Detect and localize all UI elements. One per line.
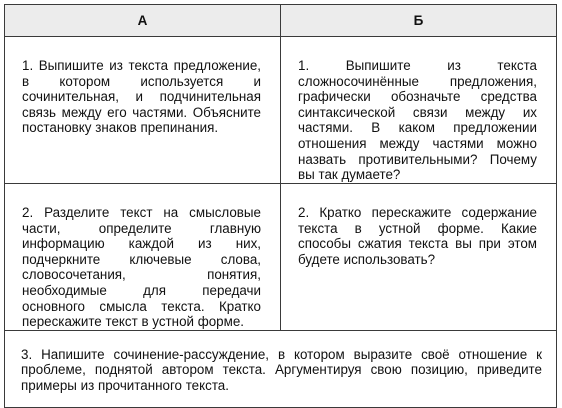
task-cell-b1 [281,37,557,184]
column-header-b: Б [281,5,557,37]
task-table [4,4,557,408]
task-cell-a1 [5,37,281,184]
table-row [5,37,557,184]
task-b1-text: 1. Выпишите из текста сложносочинённые предложения, графически обозначьте средства синтаксической связи между их частями. В каком предложении отношения между частями можно назвать противительными? Почему вы так думаете? [298,58,537,183]
header-row [5,5,557,37]
task-a1-text: 1. Выпишите из текста предложение, в котором используется и сочинительная, и подчинительная связь между его частями. Объясните постановку знаков препинания. [22,58,261,136]
table-row [5,330,557,407]
task-3-text: 3. Напишите сочинение-рассуждение, в котором выразите своё отношение к проблеме, поднятой автором текста. Аргументируя свою позицию, приведите примеры из прочитанного текста. [21,346,542,393]
table-row [5,184,557,331]
task-cell-a2 [5,184,281,331]
column-header-a: А [5,5,281,37]
task-b2-text: 2. Кратко перескажите содержание текста в устной форме. Какие способы сжатия текста вы при этом будете использовать? [298,205,537,267]
task-cell-b2 [281,184,557,331]
task-a2-text: 2. Разделите текст на смысловые части, определите главную информацию каждой из них, подчеркните ключевые слова, словосочетания, понятия, необходимые для передачи основного смысла текста. Кратко перескажите текст в устной форме. [22,205,261,330]
task-cell-c3 [5,330,557,407]
